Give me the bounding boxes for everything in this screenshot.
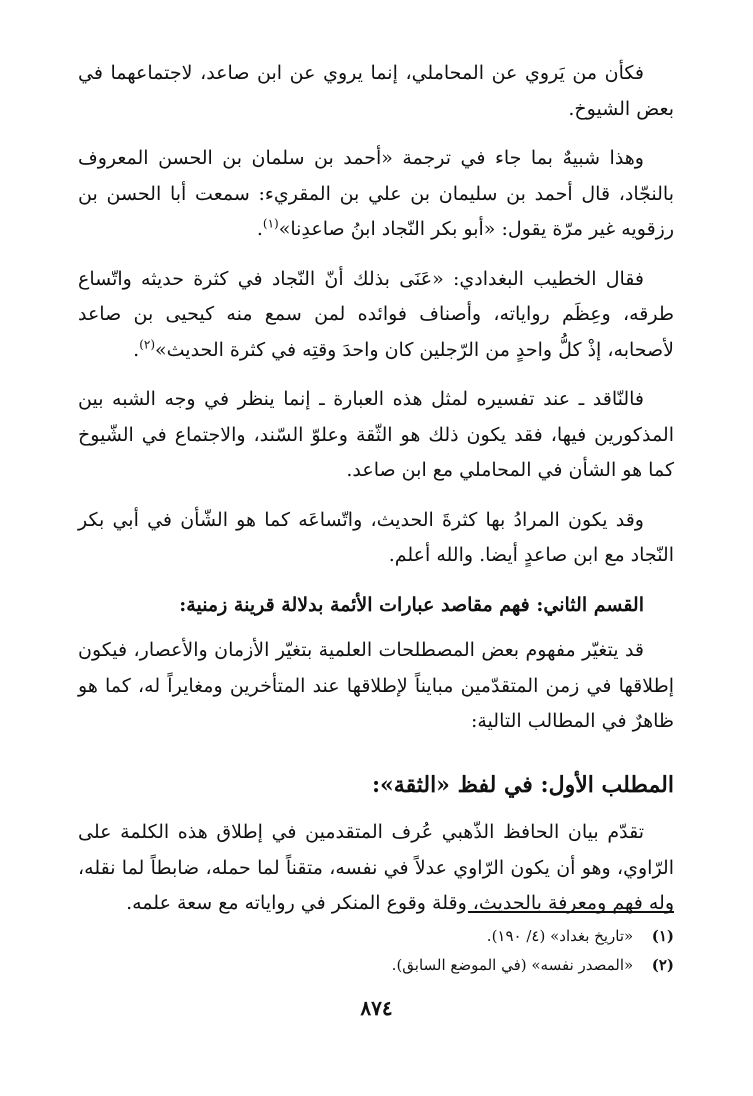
paragraph-4: فالنّاقد ـ عند تفسيره لمثل هذه العبارة ـ إنما ينظر في وجه الشبه بين المذكورين فيها، فقد يكون ذلك هو الثّقة وعلوّ السّند، والاجتماع في الشّيوخ كما هو الشأن في المحاملي مع ابن صاعد. [78, 388, 674, 481]
footnote-divider [468, 911, 674, 913]
paragraph-3: فقال الخطيب البغدادي: «عَنَى بذلك أنّ النّجاد في كثرة حديثه واتّساع طرقه، وعِظَم رواياته، وأصناف فوائده لمن سمع منه كيحيى بن صاعد لأصحابه، إذْ كلُّ واحدٍ من الرّجلين كان واحدَ وقتِه في كثرة الحديث»$^{(٢)}$. [78, 267, 674, 361]
final-paragraph: تقدّم بيان الحافظ الذّهبي عُرف المتقدمين في إطلاق هذه الكلمة على الرّاوي، وهو أن يكون الرّاوي عدلاً في نفسه، متقناً لما حمله، ضابطاً لما نقله، وله فهم ومعرفة بالحديث، وقلة وقوع المنكر في رواياته مع سعة علمه. [78, 821, 674, 914]
footnote-2-number: (٢) [651, 956, 674, 974]
footnotes [78, 922, 674, 980]
section-title: القسم الثاني: فهم مقاصد عبارات الأئمة بدلالة قرينة زمنية: [179, 593, 644, 616]
footnote-2-text: «المصدر نفسه» (في الموضع السابق). [391, 956, 634, 974]
page-number: ٨٧٤ [360, 996, 393, 1020]
footnote-1 [78, 922, 674, 951]
footnote-ref-2: (٢) [139, 337, 156, 352]
section-paragraph: قد يتغيّر مفهوم بعض المصطلحات العلمية بتغيّر الأزمان والأعصار، فيكون إطلاقها في زمن المتقدّمين مبايناً لإطلاقها عند المتأخرين ومغايراً له، كما هو ظاهرٌ في المطالب التالية: [78, 639, 674, 732]
footnote-1-text: «تاريخ بغداد» (٤/ ١٩٠). [486, 927, 634, 945]
paragraph-5: وقد يكون المرادُ بها كثرةَ الحديث، واتّساعَه كما هو الشّأن في أبي بكر النّجاد مع ابن صاعدٍ أيضا. والله أعلم. [78, 508, 674, 566]
footnote-2 [78, 951, 674, 980]
main-text [78, 56, 674, 936]
paragraph-3-text: فقال الخطيب البغدادي: «عَنَى بذلك أنّ النّجاد في كثرة حديثه واتّساع طرقه، وعِظَم رواياته، وأصناف فوائده لمن سمع منه كيحيى بن صاعد لأصحابه، إذْ كلُّ واحدٍ من الرّجلين كان واحدَ وقتِه في كثرة الحديث» [78, 267, 674, 361]
paragraph-1: فكأن من يَروي عن المحاملي، إنما يروي عن ابن صاعد، لاجتماعهما في بعض الشيوخ. [78, 62, 674, 120]
paragraph-2: وهذا شبيهٌ بما جاء في ترجمة «أحمد بن سلمان بن الحسن المعروف بالنجّاد، قال أحمد بن سليمان بن علي بن المقريء: سمعت أبا الحسن بن رزقويه غير مرّة يقول: «أبو بكر النّجاد ابنُ صاعدِنا»$^{(١)}$. [78, 147, 674, 240]
paragraph-2-text: وهذا شبيهٌ بما جاء في ترجمة «أحمد بن سلمان بن الحسن المعروف بالنجّاد، قال أحمد بن سليمان بن علي بن المقريء: سمعت أبا الحسن بن رزقويه غير مرّة يقول: «أبو بكر النّجاد ابنُ صاعدِنا» [78, 147, 674, 240]
footnote-ref-1: (١) [262, 216, 279, 231]
footnote-1-number: (١) [651, 927, 674, 945]
chapter-heading: المطلب الأول: في لفظ «الثقة»: [371, 771, 674, 798]
